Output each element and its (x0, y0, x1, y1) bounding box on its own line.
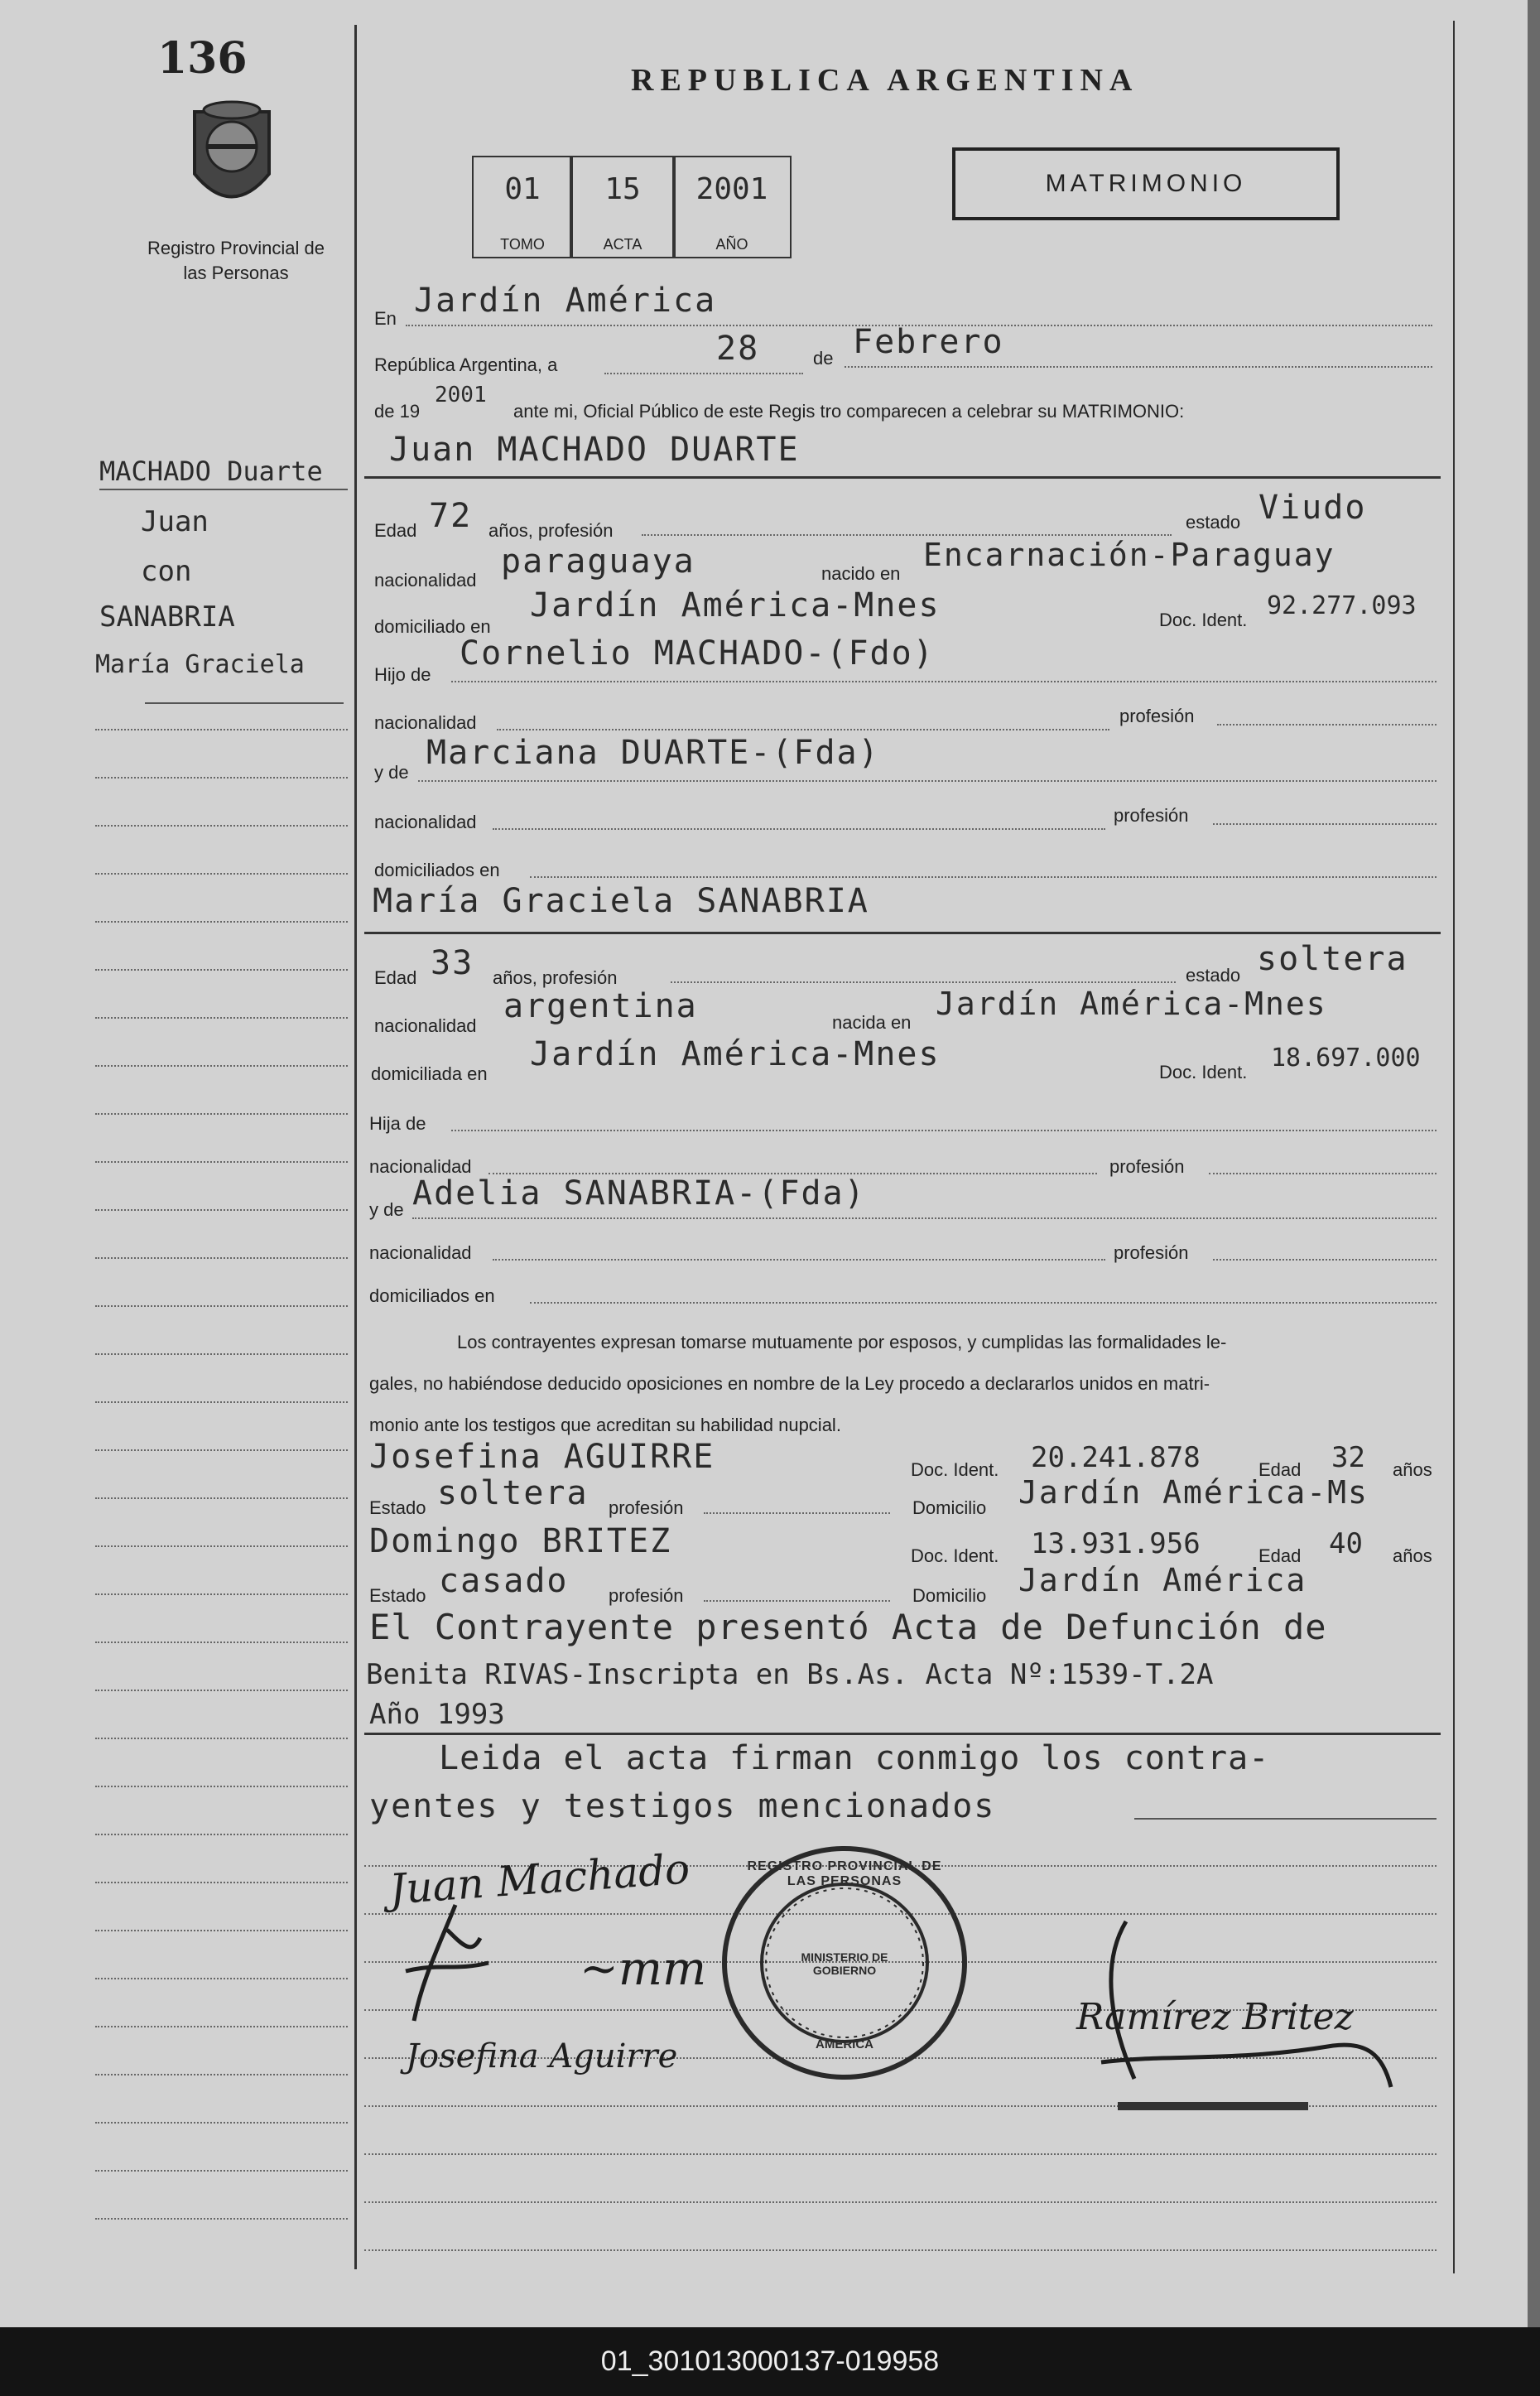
month-de-label: de (813, 348, 834, 369)
day-value: 28 (716, 330, 760, 368)
notes-end-line (1134, 1818, 1437, 1820)
groom-nac-label: nacionalidad (374, 712, 477, 733)
bride-prof-line (1209, 1173, 1437, 1174)
bride-prof2-label: profesión (1114, 1242, 1189, 1263)
margin-ruled-line (95, 2170, 348, 2172)
year-value: 2001 (435, 383, 487, 407)
margin-note-con: con (141, 555, 192, 588)
registry-label: Registro Provincial de las Personas (147, 238, 325, 283)
registry-seal-icon (178, 95, 286, 219)
ano-value: 2001 (695, 172, 768, 206)
bride-hija-line (451, 1130, 1437, 1131)
groom-nacionalidad-label: nacionalidad (374, 570, 477, 591)
signature-ruled-line (364, 2201, 1437, 2203)
witness2-prof-line (704, 1600, 890, 1602)
witness1-dom-value: Jardín América-Ms (1018, 1474, 1369, 1511)
bride-profesion-line (671, 981, 1176, 983)
margin-ruled-line (95, 1738, 348, 1739)
day-line (604, 373, 803, 374)
groom-name-line (364, 476, 1441, 479)
witness2-doc-label: Doc. Ident. (911, 1545, 999, 1566)
margin-ruled-line (95, 969, 348, 971)
margin-ruled-line (95, 1834, 348, 1835)
bride-doc-label: Doc. Ident. (1159, 1062, 1248, 1082)
witness2-prof-label: profesión (609, 1585, 684, 1606)
margin-ruled-line (95, 873, 348, 875)
ano-label: AÑO (715, 236, 748, 253)
groom-nacido-value: Encarnación-Paraguay (923, 537, 1335, 573)
groom-mother: Marciana DUARTE-(Fda) (426, 734, 880, 772)
witness2-anos: años (1393, 1545, 1432, 1566)
margin-ruled-line (95, 825, 348, 827)
place-value: Jardín América (414, 282, 717, 320)
groom-name: Juan MACHADO DUARTE (389, 431, 800, 469)
bride-domiciliados-label: domiciliados en (369, 1285, 495, 1306)
image-id-footer: 01_301013000137-019958 (0, 2327, 1540, 2396)
groom-hijo-label: Hijo de (374, 664, 431, 685)
bride-hija-label: Hija de (369, 1113, 426, 1134)
groom-domicilio-label: domiciliado en (374, 616, 491, 637)
signature-ruled-line (364, 2153, 1437, 2155)
margin-ruled-line (95, 1642, 348, 1643)
groom-nacionalidad-value: paraguaya (501, 542, 695, 581)
bride-mother: Adelia SANABRIA-(Fda) (412, 1174, 866, 1212)
margin-ruled-line (95, 1786, 348, 1787)
page-number: 136 (157, 33, 248, 84)
acta-label: ACTA (603, 236, 642, 253)
bride-name-line (364, 932, 1441, 934)
bride-yde-label: y de (369, 1199, 404, 1220)
groom-edad-label: Edad (374, 520, 417, 541)
bride-mother-line (412, 1217, 1437, 1219)
groom-estado-value: Viudo (1258, 489, 1367, 527)
note-line-1: El Contrayente presentó Acta de Defunción de (369, 1607, 1327, 1647)
groom-nac2-line (493, 828, 1105, 830)
month-line (845, 366, 1432, 368)
groom-doc-value: 92.277.093 (1267, 591, 1417, 620)
witness2-dom-value: Jardín América (1018, 1562, 1307, 1598)
signature-ruled-line (364, 2249, 1437, 2251)
bride-edad-label: Edad (374, 967, 417, 988)
en-label: En (374, 308, 397, 329)
bride-nacida-value: Jardín América-Mnes (936, 986, 1327, 1022)
margin-ruled-line (95, 1882, 348, 1883)
bride-nac-label: nacionalidad (369, 1156, 472, 1177)
groom-prof2-label: profesión (1114, 805, 1189, 826)
margin-ruled-line (95, 1593, 348, 1595)
groom-prof2-line (1213, 823, 1437, 825)
margin-ruled-line (95, 2074, 348, 2075)
republic-label: República Argentina, a (374, 354, 558, 375)
witness1-prof-line (704, 1512, 890, 1514)
margin-ruled-line (95, 1401, 348, 1403)
witness1-dom-label: Domicilio (912, 1497, 987, 1518)
witness1-doc-value: 20.241.878 (1031, 1441, 1201, 1474)
margin-note-given: Juan (141, 505, 209, 538)
margin-ruled-line (95, 1930, 348, 1931)
bride-doc-value: 18.697.000 (1271, 1044, 1421, 1073)
bride-prof-label: profesión (1109, 1156, 1185, 1177)
note-line-2: Benita RIVAS-Inscripta en Bs.As. Acta Nº:1539-T.2A (366, 1658, 1214, 1691)
note-line-4: Leida el acta firman conmigo los contra- (439, 1739, 1270, 1777)
margin-ruled-line (95, 1449, 348, 1451)
note-line-3: Año 1993 (369, 1698, 505, 1731)
margin-ruled-line (95, 2122, 348, 2124)
witness1-prof-label: profesión (609, 1497, 684, 1518)
groom-nacido-label: nacido en (821, 563, 901, 584)
witness2-estado-value: casado (439, 1562, 569, 1600)
bride-estado-label: estado (1186, 965, 1241, 986)
declaration-line-3: monio ante los testigos que acreditan su habilidad nupcial. (369, 1415, 841, 1435)
groom-profesion-line (642, 534, 1172, 536)
groom-signature-flourish-icon (389, 1897, 513, 2029)
page-edge (1528, 0, 1540, 2327)
ano-box (672, 156, 792, 258)
country-title: REPUBLICA ARGENTINA (631, 63, 1139, 98)
groom-signature: Juan Machado (387, 1844, 691, 1914)
stamp-bottom-text: AMERICA (816, 2037, 873, 2051)
margin-note-underline (99, 489, 348, 490)
witness1-doc-label: Doc. Ident. (911, 1459, 999, 1480)
bride-anos-profesion: años, profesión (493, 967, 618, 988)
margin-ruled-line (95, 777, 348, 779)
witness2-name: Domingo BRITEZ (369, 1522, 672, 1560)
witness1-estado-value: soltera (437, 1474, 589, 1512)
margin-ruled-line (95, 1065, 348, 1067)
year-prefix: de 19 (374, 401, 421, 422)
margin-ruled-line (95, 1209, 348, 1211)
witness1-anos: años (1393, 1459, 1432, 1480)
margin-ruled-line (95, 1017, 348, 1019)
margin-ruled-line (95, 1497, 348, 1499)
groom-prof-line (1217, 724, 1437, 726)
official-signature: Ramírez Britez (1076, 1996, 1354, 2038)
declaration-line-2: gales, no habiéndose deducido oposiciones en nombre de la Ley procedo a declararlos unidos en matri- (369, 1373, 1210, 1394)
margin-ruled-line (95, 1161, 348, 1163)
bride-prof2-line (1213, 1259, 1437, 1261)
acta-box (570, 156, 676, 258)
witness1-name: Josefina AGUIRRE (369, 1438, 715, 1476)
tomo-box (472, 156, 573, 258)
act-type-box (952, 147, 1340, 220)
bride-domicilio-label: domiciliada en (371, 1063, 488, 1084)
witness2-dom-label: Domicilio (912, 1585, 987, 1606)
groom-father-line (451, 681, 1437, 682)
stamp-inner-text: MINISTERIO DE GOBIERNO (801, 1950, 888, 1977)
bride-domiciliados-line (530, 1302, 1437, 1304)
bride-domicilio-value: Jardín América-Mnes (530, 1035, 941, 1073)
groom-domicilio-value: Jardín América-Mnes (530, 586, 941, 624)
margin-note-bride-given: María Graciela (95, 650, 305, 679)
margin-ruled-line (95, 921, 348, 923)
margin-ruled-line (95, 729, 348, 730)
groom-domiciliados-label: domiciliados en (374, 860, 500, 880)
notes-divider (364, 1733, 1441, 1735)
witness2-estado-label: Estado (369, 1585, 426, 1606)
note-line-5: yentes y testigos mencionados (369, 1787, 996, 1825)
witness-signature: Josefina Aguirre (406, 2037, 678, 2075)
bride-nac2-label: nacionalidad (369, 1242, 472, 1263)
groom-doc-label: Doc. Ident. (1159, 610, 1248, 630)
groom-prof-label: profesión (1119, 706, 1195, 726)
margin-note-bride-surname: SANABRIA (99, 600, 235, 634)
groom-anos-profesion: años, profesión (488, 520, 614, 541)
groom-father: Cornelio MACHADO-(Fdo) (460, 634, 935, 673)
margin-ruled-line (95, 2026, 348, 2027)
month-value: Febrero (853, 323, 1004, 361)
margin-rule (354, 25, 357, 2269)
witness1-estado-label: Estado (369, 1497, 426, 1518)
right-rule (1453, 21, 1455, 2273)
bride-nac2-line (493, 1259, 1105, 1261)
witness2-edad-label: Edad (1258, 1545, 1302, 1566)
margin-ruled-line (95, 1690, 348, 1691)
stamp-outer-text: REGISTRO PROVINCIAL DE LAS PERSONAS (747, 1859, 942, 1888)
margin-ruled-line (95, 2218, 348, 2220)
margin-note-surname: MACHADO Duarte (99, 456, 323, 487)
margin-note-underline-2 (145, 702, 344, 704)
witness2-doc-value: 13.931.956 (1031, 1527, 1201, 1560)
acta-value: 15 (604, 172, 641, 206)
bride-nacida-label: nacida en (832, 1012, 912, 1033)
margin-ruled-line (95, 1113, 348, 1115)
margin-ruled-line (95, 1978, 348, 1979)
witness1-edad-label: Edad (1258, 1459, 1302, 1480)
groom-mother-line (418, 780, 1437, 782)
groom-nac-line (497, 729, 1109, 730)
groom-edad-value: 72 (429, 497, 473, 535)
tomo-label: TOMO (500, 236, 545, 253)
groom-nac2-label: nacionalidad (374, 812, 477, 832)
bride-estado-value: soltera (1257, 940, 1408, 978)
margin-ruled-line (95, 1257, 348, 1259)
groom-estado-label: estado (1186, 512, 1241, 533)
act-type-label: MATRIMONIO (1045, 170, 1247, 197)
bride-name: María Graciela SANABRIA (373, 882, 869, 920)
bride-edad-value: 33 (431, 944, 474, 982)
intro-statement: ante mi, Oficial Público de este Regis tro comparecen a celebrar su MATRIMONIO: (513, 401, 1185, 422)
bride-mark-signature: ~mm (580, 1942, 707, 1996)
witness2-edad-value: 40 (1329, 1527, 1363, 1560)
declaration-line-1: Los contrayentes expresan tomarse mutuamente por esposos, y cumplidas las formalidades le- (457, 1332, 1227, 1352)
margin-ruled-line (95, 1545, 348, 1547)
tomo-value: 01 (504, 172, 541, 206)
groom-domiciliados-line (530, 876, 1437, 878)
margin-ruled-line (95, 1353, 348, 1355)
bride-nacionalidad-label: nacionalidad (374, 1015, 477, 1036)
witness1-edad-value: 32 (1331, 1441, 1365, 1474)
margin-ruled-line (95, 1305, 348, 1307)
groom-yde-label: y de (374, 762, 409, 783)
bride-nacionalidad-value: argentina (503, 987, 698, 1025)
